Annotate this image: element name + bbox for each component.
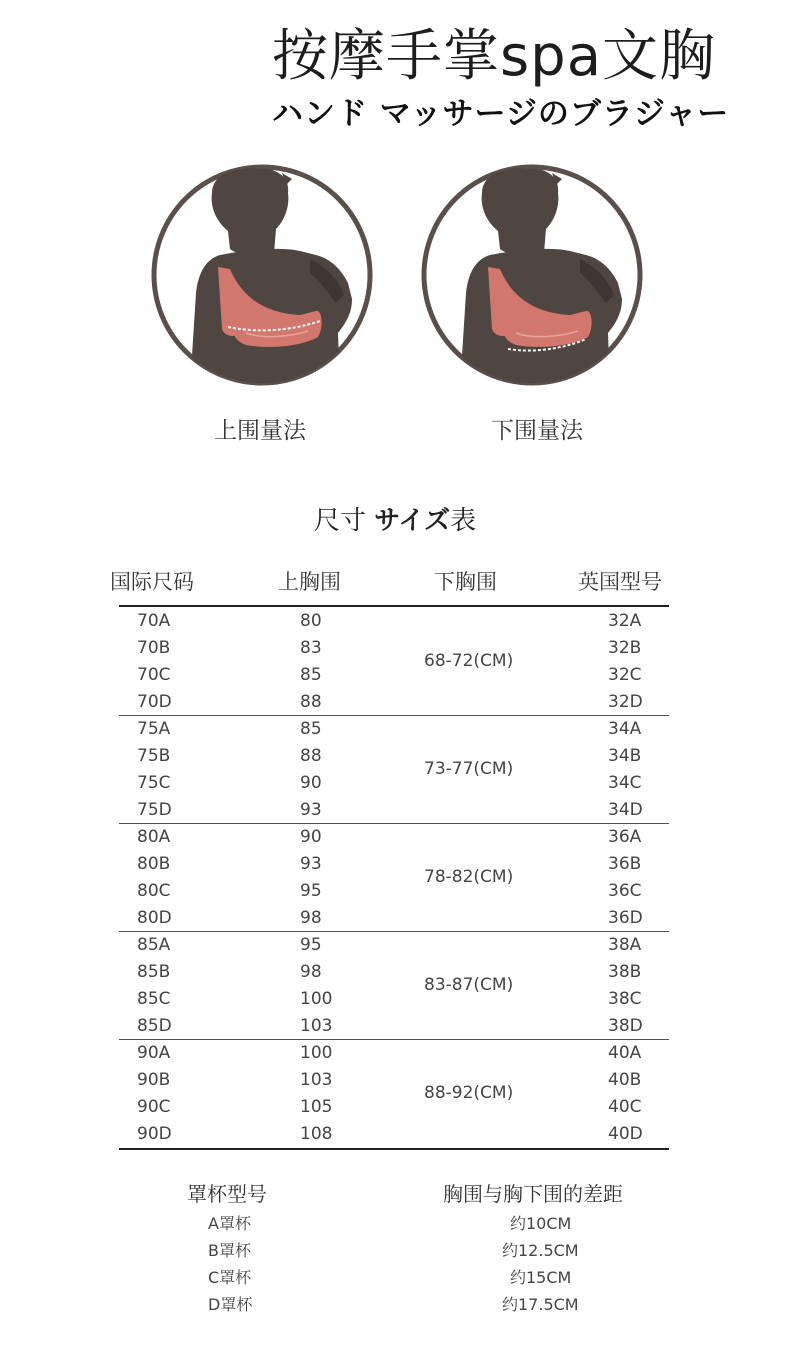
- intl-size-cell: 85D: [137, 1016, 172, 1036]
- upper-bust-cell: 108: [300, 1124, 333, 1144]
- upper-bust-cell: 80: [300, 611, 322, 631]
- upper-bust-cell: 93: [300, 854, 322, 874]
- uk-size-cell: 38B: [608, 962, 642, 982]
- uk-size-cell: 36A: [608, 827, 642, 847]
- uk-size-cell: 32C: [608, 665, 642, 685]
- uk-size-cell: 40A: [608, 1043, 642, 1063]
- uk-size-cell: 40B: [608, 1070, 642, 1090]
- under-bust-range-cell: 73-77(CM): [424, 759, 514, 779]
- upper-bust-cell: 95: [300, 935, 322, 955]
- intl-size-cell: 90A: [137, 1043, 171, 1063]
- upper-bust-cell: 95: [300, 881, 322, 901]
- intl-size-cell: 75A: [137, 719, 171, 739]
- intl-size-cell: 70A: [137, 611, 171, 631]
- under-bust-measure-illustration: [420, 163, 644, 387]
- upper-bust-cell: 85: [300, 719, 322, 739]
- upper-bust-cell: 88: [300, 746, 322, 766]
- cup-type-cell: C罩杯: [208, 1268, 252, 1287]
- table-top-rule: [119, 605, 669, 607]
- intl-size-cell: 90C: [137, 1097, 171, 1117]
- group-divider: [119, 1039, 669, 1040]
- cup-diff-cell: 约17.5CM: [502, 1295, 579, 1314]
- intl-size-cell: 80A: [137, 827, 171, 847]
- cup-header-diff: 胸围与胸下围的差距: [443, 1182, 623, 1206]
- cup-type-cell: B罩杯: [208, 1241, 251, 1260]
- upper-bust-cell: 85: [300, 665, 322, 685]
- upper-bust-cell: 90: [300, 773, 322, 793]
- upper-bust-cell: 100: [300, 1043, 333, 1063]
- intl-size-cell: 85C: [137, 989, 171, 1009]
- uk-size-cell: 34C: [608, 773, 642, 793]
- group-divider: [119, 823, 669, 824]
- intl-size-cell: 75C: [137, 773, 171, 793]
- upper-bust-cell: 90: [300, 827, 322, 847]
- uk-size-cell: 38C: [608, 989, 642, 1009]
- intl-size-cell: 80B: [137, 854, 171, 874]
- intl-size-cell: 85B: [137, 962, 171, 982]
- page-subtitle: ハンド マッサージのブラジャー: [272, 96, 730, 132]
- intl-size-cell: 80C: [137, 881, 171, 901]
- intl-size-cell: 80D: [137, 908, 172, 928]
- intl-size-cell: 85A: [137, 935, 171, 955]
- upper-bust-measure-illustration: [150, 163, 374, 387]
- uk-size-cell: 38D: [608, 1016, 643, 1036]
- uk-size-cell: 40D: [608, 1124, 643, 1144]
- upper-bust-cell: 98: [300, 962, 322, 982]
- upper-bust-cell: 100: [300, 989, 333, 1009]
- uk-size-cell: 40C: [608, 1097, 642, 1117]
- cup-type-cell: D罩杯: [208, 1295, 253, 1314]
- col-header-intl-size: 国际尺码: [110, 570, 194, 594]
- uk-size-cell: 36B: [608, 854, 642, 874]
- upper-bust-label: 上围量法: [214, 418, 306, 444]
- upper-bust-cell: 98: [300, 908, 322, 928]
- intl-size-cell: 75D: [137, 800, 172, 820]
- upper-bust-cell: 93: [300, 800, 322, 820]
- intl-size-cell: 90D: [137, 1124, 172, 1144]
- cup-header-type: 罩杯型号: [187, 1182, 267, 1206]
- uk-size-cell: 38A: [608, 935, 642, 955]
- cup-diff-cell: 约10CM: [510, 1214, 572, 1233]
- upper-bust-cell: 83: [300, 638, 322, 658]
- under-bust-range-cell: 68-72(CM): [424, 651, 514, 671]
- uk-size-cell: 34A: [608, 719, 642, 739]
- under-bust-range-cell: 78-82(CM): [424, 867, 514, 887]
- uk-size-cell: 32B: [608, 638, 642, 658]
- cup-type-cell: A罩杯: [208, 1214, 251, 1233]
- under-bust-range-cell: 83-87(CM): [424, 975, 514, 995]
- uk-size-cell: 34D: [608, 800, 643, 820]
- col-header-uk-size: 英国型号: [578, 570, 662, 594]
- cup-diff-cell: 约15CM: [510, 1268, 572, 1287]
- uk-size-cell: 32A: [608, 611, 642, 631]
- group-divider: [119, 931, 669, 932]
- group-divider: [119, 715, 669, 716]
- size-table-title: 尺寸 サイズ表: [313, 506, 477, 536]
- uk-size-cell: 34B: [608, 746, 642, 766]
- upper-bust-cell: 103: [300, 1016, 333, 1036]
- intl-size-cell: 70B: [137, 638, 171, 658]
- upper-bust-cell: 105: [300, 1097, 333, 1117]
- uk-size-cell: 32D: [608, 692, 643, 712]
- under-bust-range-cell: 88-92(CM): [424, 1083, 514, 1103]
- upper-bust-cell: 103: [300, 1070, 333, 1090]
- under-bust-label: 下围量法: [491, 418, 583, 444]
- intl-size-cell: 70C: [137, 665, 171, 685]
- upper-bust-cell: 88: [300, 692, 322, 712]
- intl-size-cell: 70D: [137, 692, 172, 712]
- uk-size-cell: 36D: [608, 908, 643, 928]
- col-header-under-bust: 下胸围: [434, 570, 497, 594]
- cup-diff-cell: 约12.5CM: [502, 1241, 579, 1260]
- intl-size-cell: 90B: [137, 1070, 171, 1090]
- col-header-upper-bust: 上胸围: [278, 570, 341, 594]
- uk-size-cell: 36C: [608, 881, 642, 901]
- table-bottom-rule: [119, 1148, 669, 1150]
- intl-size-cell: 75B: [137, 746, 171, 766]
- page-title: 按摩手掌spa文胸: [272, 24, 717, 89]
